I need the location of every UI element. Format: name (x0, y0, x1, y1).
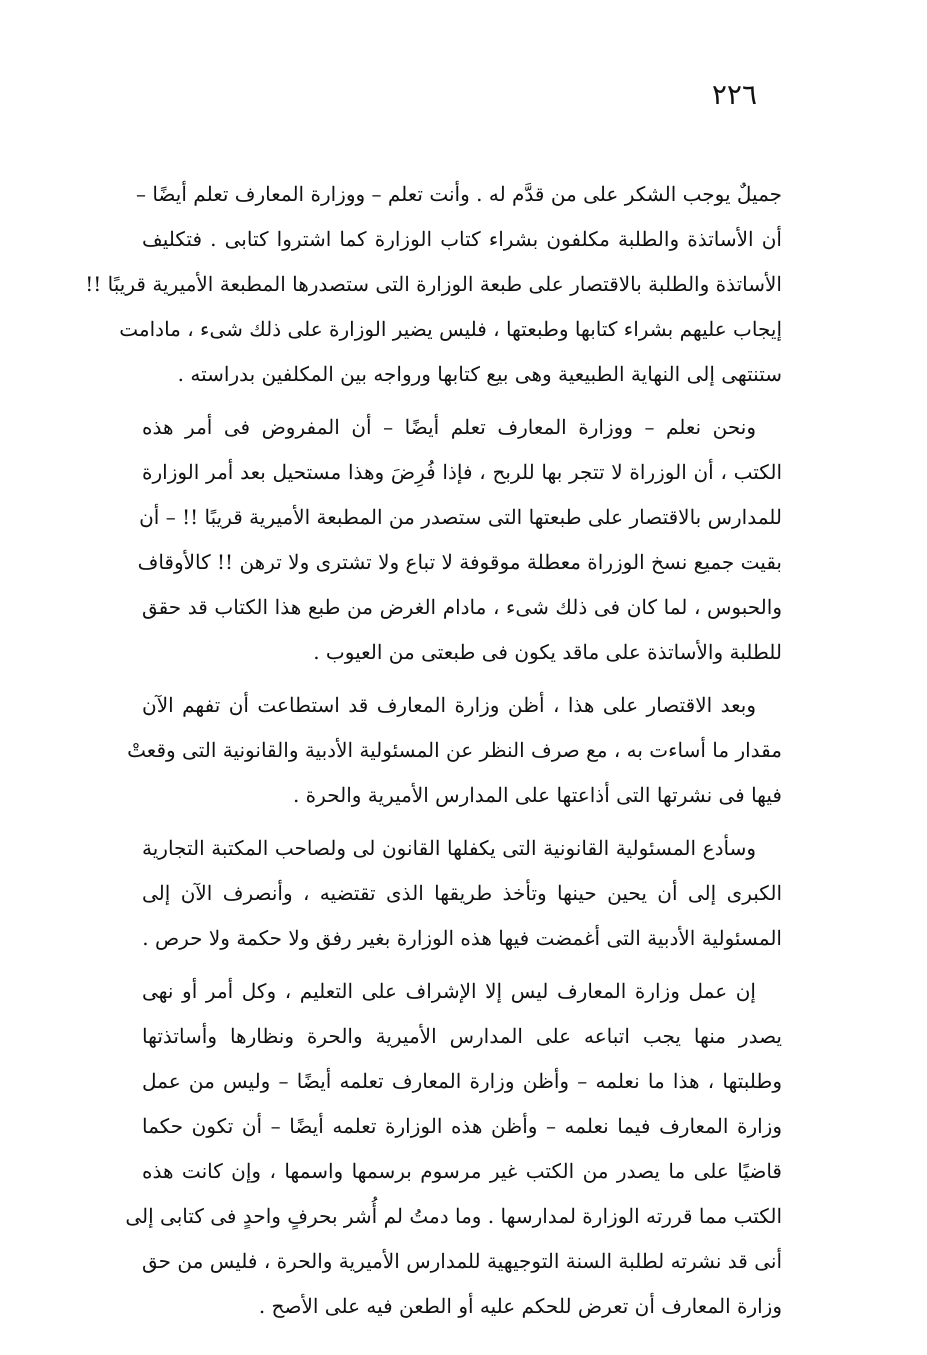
text-line: بقيت جميع نسخ الوزراة معطلة موقوفة لا تباع ولا تشترى ولا ترهن !! كالأوقاف (137, 550, 782, 574)
text-line: يصدر منها يجب اتباعه على المدارس الأميرية والحرة ونظارها وأساتذتها (142, 1024, 782, 1048)
text-line: ستنتهى إلى النهاية الطبيعية وهى بيع كتابها ورواجه بين المكلفين بدراسته . (177, 362, 782, 386)
paragraph-5 (125, 969, 782, 1329)
text-line: الكتب ، أن الوزراة لا تتجر بها للربح ، فإذا فُرِضَ وهذا مستحيل بعد أمر الوزارة (142, 460, 782, 484)
paragraph-4 (142, 826, 782, 961)
text-line: وبعد الاقتصار على هذا ، أظن وزارة المعارف قد استطاعت أن تفهم الآن (142, 693, 756, 717)
text-line: إن عمل وزارة المعارف ليس إلا الإشراف على التعليم ، وكل أمر أو نهى (142, 979, 756, 1003)
text-line: الأساتذة والطلبة بالاقتصار على طبعة الوزارة التى ستصدرها المطبعة الأميرية قريبًا !! (85, 272, 782, 296)
text-line: الكبرى إلى أن يحين حينها وتأخذ طريقها الذى تقتضيه ، وأنصرف الآن إلى (142, 881, 782, 905)
text-line: جميلٌ يوجب الشكر على من قدَّم له . وأنت تعلم – ووزارة المعارف تعلم أيضًا – (135, 182, 782, 206)
text-line: وطلبتها ، هذا ما نعلمه – وأظن وزارة المعارف تعلمه أيضًا – وليس من عمل (142, 1069, 782, 1093)
text-line: فيها فى نشرتها التى أذاعتها على المدارس الأميرية والحرة . (292, 783, 782, 807)
paragraph-1 (85, 172, 782, 397)
text-line: أنى قد نشرته لطلبة السنة التوجيهية للمدارس الأميرية والحرة ، فليس من حق (142, 1249, 782, 1273)
text-line: وزارة المعارف أن تعرض للحكم عليه أو الطعن فيه على الأصح . (258, 1294, 782, 1318)
text-line: قاضيًا على ما يصدر من الكتب غير مرسوم برسمها واسمها ، وإن كانت هذه (142, 1159, 782, 1183)
paragraph-2 (137, 405, 782, 675)
text-line: والحبوس ، لما كان فى ذلك شىء ، مادام الغرض من طبع هذا الكتاب قد حقق (142, 595, 782, 619)
text-line: وزارة المعارف فيما نعلمه – وأظن هذه الوزارة تعلمه أيضًا – أن تكون حكما (142, 1114, 782, 1138)
text-line: مقدار ما أساءت به ، مع صرف النظر عن المسئولية الأدبية والقانونية التى وقعتْ (127, 738, 782, 762)
text-line: وسأدع المسئولية القانونية التى يكفلها القانون لى ولصاحب المكتبة التجارية (142, 836, 756, 860)
paragraph-3 (127, 683, 782, 818)
body-text (85, 172, 782, 1337)
text-line: إيجاب عليهم بشراء كتابها وطبعتها ، فليس يضير الوزارة على ذلك شىء ، مادامت (119, 317, 782, 341)
text-line: للمدارس بالاقتصار على طبعتها التى ستصدر من المطبعة الأميرية قريبًا !! – أن (139, 505, 782, 529)
text-line: للطلبة والأساتذة على ماقد يكون فى طبعتى من العيوب . (313, 640, 782, 664)
text-line: أن الأساتذة والطلبة مكلفون بشراء كتاب الوزارة كما اشتروا كتابى . فتكليف (142, 227, 782, 251)
text-line: المسئولية الأدبية التى أغمضت فيها هذه الوزارة بغير رفق ولا حكمة ولا حرص . (142, 926, 782, 950)
text-line: ونحن نعلم – ووزارة المعارف تعلم أيضًا – أن المفروض فى أمر هذه (142, 415, 756, 439)
page-number: ٢٢٦ (711, 78, 757, 111)
text-line: الكتب مما قررته الوزارة لمدارسها . وما دمتُ لم أُشر بحرفٍ واحدٍ فى كتابى إلى (125, 1204, 782, 1228)
